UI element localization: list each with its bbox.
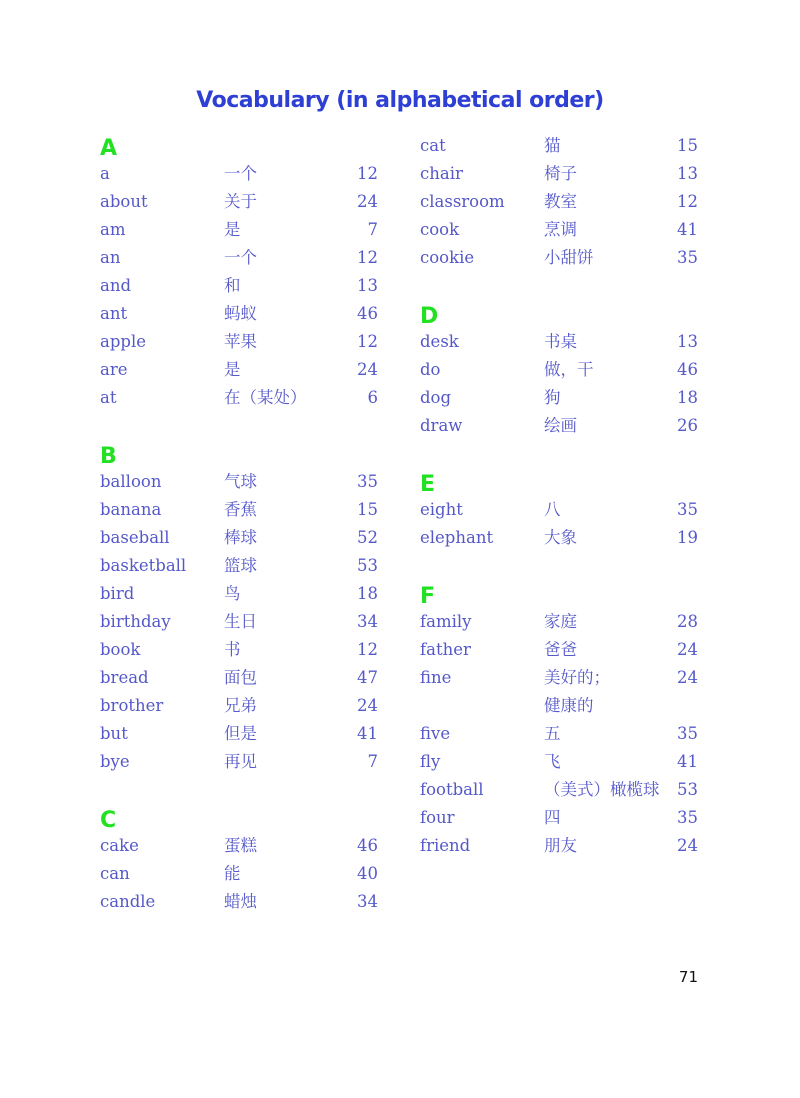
page-reference: 53: [677, 780, 698, 799]
vocab-entry-b: [100, 720, 380, 748]
chinese-translation: 香蕉: [224, 500, 257, 519]
vocab-entry-b: [100, 636, 380, 664]
chinese-translation: 是: [224, 360, 241, 379]
english-word: brother: [100, 696, 164, 715]
vocab-entry-b: [100, 664, 380, 692]
section-letter-f: F: [420, 584, 436, 609]
chinese-translation: 书: [224, 640, 241, 659]
vocab-entry-b: [100, 692, 380, 720]
chinese-translation: （美式）橄榄球: [544, 780, 660, 799]
chinese-translation: 朋友: [544, 836, 577, 855]
section-spacer: [420, 552, 700, 580]
vocab-entry-a: [100, 188, 380, 216]
vocab-entry-d: [420, 384, 700, 412]
vocab-entry-c: [100, 832, 380, 860]
page-reference: 12: [357, 332, 378, 351]
vocab-entry-e: [420, 524, 700, 552]
chinese-translation: 四: [544, 808, 561, 827]
chinese-translation: 美好的；: [544, 668, 610, 687]
english-word: do: [420, 360, 441, 379]
chinese-translation: 做，干: [544, 360, 594, 379]
page-reference: 18: [677, 388, 698, 407]
page-reference: 28: [677, 612, 698, 631]
vocab-entry-b: [100, 608, 380, 636]
chinese-translation: 一个: [224, 164, 257, 183]
chinese-translation: 鸟: [224, 584, 241, 603]
chinese-translation: 大象: [544, 528, 577, 547]
page-reference: 24: [357, 360, 378, 379]
page-reference: 12: [357, 164, 378, 183]
chinese-translation: 但是: [224, 724, 257, 743]
vocab-entry-c: [420, 216, 700, 244]
page-reference: 7: [367, 220, 378, 239]
page-reference: 35: [677, 248, 698, 267]
english-word: cookie: [420, 248, 475, 267]
english-word: bye: [100, 752, 130, 771]
chinese-translation: 是: [224, 220, 241, 239]
section-letter-b: B: [100, 444, 117, 469]
vocab-entry-b: [100, 524, 380, 552]
chinese-translation: 烹调: [544, 220, 577, 239]
vocab-entry-a: [100, 300, 380, 328]
chinese-translation: 蚂蚁: [224, 304, 257, 323]
vocab-entry-b: [100, 748, 380, 776]
chinese-translation: 一个: [224, 248, 257, 267]
english-word: cake: [100, 836, 139, 855]
page-reference: 41: [677, 752, 698, 771]
chinese-translation: 篮球: [224, 556, 257, 575]
english-word: cat: [420, 136, 446, 155]
page-reference: 18: [357, 584, 378, 603]
chinese-translation: 棒球: [224, 528, 257, 547]
vocab-entry-f: [420, 776, 700, 804]
page-reference: 46: [357, 836, 378, 855]
vocab-entry-c: [420, 244, 700, 272]
chinese-translation: 飞: [544, 752, 561, 771]
vocab-entry-f: [420, 636, 700, 664]
vocab-entry-a: [100, 272, 380, 300]
page-reference: 53: [357, 556, 378, 575]
page-reference: 12: [357, 640, 378, 659]
page-reference: 40: [357, 864, 378, 883]
page-reference: 19: [677, 528, 698, 547]
chinese-translation: 猫: [544, 136, 561, 155]
chinese-translation: 蜡烛: [224, 892, 257, 911]
english-word: cook: [420, 220, 460, 239]
vocab-entry-a: [100, 356, 380, 384]
page-reference: 41: [357, 724, 378, 743]
page-reference: 24: [677, 836, 698, 855]
page-reference: 34: [357, 892, 378, 911]
vocab-entry-d: [420, 356, 700, 384]
page-reference: 7: [367, 752, 378, 771]
vocab-entry-f: [420, 748, 700, 776]
page-reference: 46: [677, 360, 698, 379]
english-word: candle: [100, 892, 156, 911]
english-word: balloon: [100, 472, 162, 491]
vocab-entry-a: [100, 244, 380, 272]
section-spacer: [100, 412, 380, 440]
english-word: bread: [100, 668, 149, 687]
chinese-translation: 生日: [224, 612, 257, 631]
english-word: basketball: [100, 556, 187, 575]
page-reference: 35: [677, 500, 698, 519]
chinese-translation: 健康的: [544, 696, 594, 715]
english-word: birthday: [100, 612, 171, 631]
vocab-entry-f: [420, 608, 700, 636]
english-word: four: [420, 808, 455, 827]
left-column: [100, 132, 380, 916]
section-spacer: [420, 272, 700, 300]
chinese-translation: 五: [544, 724, 561, 743]
english-word: a: [100, 164, 110, 183]
english-word: classroom: [420, 192, 505, 211]
english-word: at: [100, 388, 117, 407]
english-word: chair: [420, 164, 463, 183]
vocab-entry-b: [100, 468, 380, 496]
chinese-translation: 小甜饼: [544, 248, 594, 267]
section-spacer: [420, 440, 700, 468]
page-reference: 52: [357, 528, 378, 547]
chinese-translation: 再见: [224, 752, 257, 771]
vocab-entry-a: [100, 328, 380, 356]
english-word: desk: [420, 332, 459, 351]
english-word: five: [420, 724, 451, 743]
page-reference: 24: [677, 640, 698, 659]
english-word: ant: [100, 304, 128, 323]
english-word: an: [100, 248, 121, 267]
page-reference: 41: [677, 220, 698, 239]
page-reference: 24: [357, 696, 378, 715]
chinese-translation: 和: [224, 276, 241, 295]
section-letter-e: E: [420, 472, 436, 497]
chinese-translation: 兄弟: [224, 696, 257, 715]
english-word: elephant: [420, 528, 494, 547]
page-reference: 34: [357, 612, 378, 631]
english-word: baseball: [100, 528, 170, 547]
english-word: are: [100, 360, 128, 379]
english-word: friend: [420, 836, 471, 855]
section-letter-a: A: [100, 136, 118, 161]
vocab-entry-c: [100, 888, 380, 916]
english-word: eight: [420, 500, 463, 519]
vocab-entry-a: [100, 160, 380, 188]
chinese-translation: 绘画: [544, 416, 577, 435]
chinese-translation: 面包: [224, 668, 257, 687]
page-title: Vocabulary (in alphabetical order): [196, 88, 604, 113]
chinese-translation: 教室: [544, 192, 577, 211]
page-reference: 13: [677, 332, 698, 351]
english-word: draw: [420, 416, 463, 435]
right-column: [420, 132, 700, 860]
vocab-entry-c: [420, 160, 700, 188]
page-reference: 13: [357, 276, 378, 295]
english-word: bird: [100, 584, 135, 603]
english-word: banana: [100, 500, 162, 519]
english-word: father: [420, 640, 471, 659]
vocab-entry-e: [420, 496, 700, 524]
english-word: and: [100, 276, 132, 295]
page-reference: 35: [677, 808, 698, 827]
section-letter-d: D: [420, 304, 439, 329]
page-reference: 26: [677, 416, 698, 435]
english-word: am: [100, 220, 126, 239]
chinese-translation: 八: [544, 500, 561, 519]
vocab-entry-f: [420, 664, 700, 692]
page-reference: 46: [357, 304, 378, 323]
page-reference: 24: [677, 668, 698, 687]
page-reference: 15: [677, 136, 698, 155]
english-word: fly: [420, 752, 441, 771]
vocab-entry-a: [100, 216, 380, 244]
chinese-translation: 蛋糕: [224, 836, 257, 855]
vocab-entry-f: [420, 804, 700, 832]
english-word: fine: [420, 668, 452, 687]
vocab-entry-c: [420, 132, 700, 160]
vocab-entry-c: [100, 860, 380, 888]
vocab-entry-f: [420, 720, 700, 748]
english-word: book: [100, 640, 141, 659]
english-word: about: [100, 192, 148, 211]
section-letter-c: C: [100, 808, 117, 833]
page-reference: 35: [357, 472, 378, 491]
section-spacer: [100, 776, 380, 804]
chinese-translation: 关于: [224, 192, 257, 211]
vocab-entry-d: [420, 328, 700, 356]
chinese-translation: 在（某处）: [224, 388, 307, 407]
chinese-translation: 书桌: [544, 332, 577, 351]
english-word: apple: [100, 332, 147, 351]
page-reference: 15: [357, 500, 378, 519]
english-word: dog: [420, 388, 452, 407]
page-number: 71: [678, 968, 698, 986]
vocab-entry-d: [420, 412, 700, 440]
chinese-translation: 爸爸: [544, 640, 577, 659]
english-word: family: [420, 612, 472, 631]
vocab-entry-c: [420, 188, 700, 216]
page-reference: 6: [367, 388, 378, 407]
english-word: can: [100, 864, 130, 883]
chinese-translation: 狗: [544, 388, 561, 407]
page-reference: 47: [357, 668, 378, 687]
english-word: but: [100, 724, 128, 743]
chinese-translation: 能: [224, 864, 241, 883]
page-reference: 12: [677, 192, 698, 211]
vocab-entry-f: [420, 832, 700, 860]
page-reference: 12: [357, 248, 378, 267]
page-reference: 13: [677, 164, 698, 183]
vocab-entry-f: [420, 692, 700, 720]
vocab-entry-a: [100, 384, 380, 412]
chinese-translation: 椅子: [544, 164, 577, 183]
chinese-translation: 家庭: [544, 612, 577, 631]
chinese-translation: 苹果: [224, 332, 257, 351]
vocab-entry-b: [100, 580, 380, 608]
english-word: football: [420, 780, 484, 799]
chinese-translation: 气球: [224, 472, 257, 491]
vocab-entry-b: [100, 552, 380, 580]
page-reference: 35: [677, 724, 698, 743]
vocab-entry-b: [100, 496, 380, 524]
page-reference: 24: [357, 192, 378, 211]
